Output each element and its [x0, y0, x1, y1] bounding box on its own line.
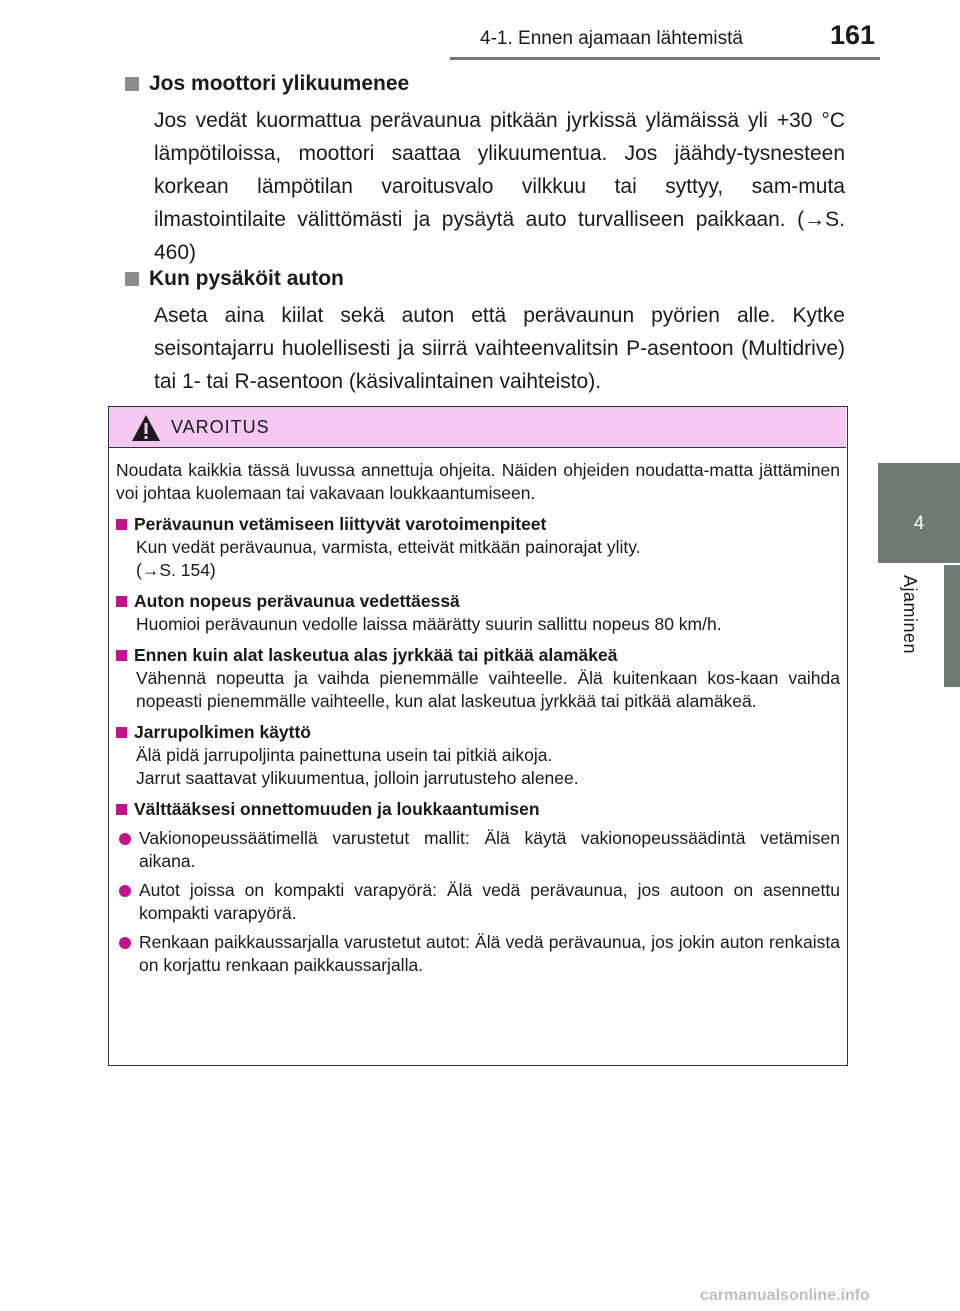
warning-item-heading-text: Välttääksesi onnettomuuden ja loukkaantumisen [134, 799, 540, 819]
section-heading [125, 267, 845, 291]
chapter-tab-bar [944, 565, 960, 687]
warning-item [116, 590, 840, 636]
section-body: Jos vedät kuormattua perävaunua pitkään jyrkissä ylämäissä yli +30 °C lämpötiloissa, moottori saattaa ylikuumentua. Jos jäähdy-tysnesteen korkean lämpötilan varoitusvalo vilkkuu tai syttyy, sam-muta ilmastointilaite välittömästi ja pysäytä auto turvalliseen paikkaan. (→S. 460) [154, 109, 845, 264]
header-rule [450, 57, 880, 60]
square-bullet-icon [116, 519, 127, 530]
warning-bullet [116, 827, 840, 873]
warning-item-heading [116, 644, 840, 667]
square-bullet-icon [125, 272, 139, 286]
warning-item-heading [116, 513, 840, 536]
warning-item-heading-text: Auton nopeus perävaunua vedettäessä [134, 591, 460, 611]
square-bullet-icon [116, 596, 127, 607]
chapter-tab [878, 463, 960, 563]
warning-item [116, 513, 840, 582]
round-bullet-icon [119, 885, 131, 897]
warning-item-text: (→S. 154) [136, 560, 216, 580]
warning-bullet [116, 931, 840, 977]
warning-triangle-icon [131, 414, 161, 442]
round-bullet-icon [119, 833, 131, 845]
chapter-label: Ajaminen [900, 575, 920, 655]
square-bullet-icon [116, 650, 127, 661]
warning-item-heading-text: Ennen kuin alat laskeutua alas jyrkkää tai pitkää alamäkeä [134, 645, 618, 665]
warning-header [109, 407, 846, 448]
warning-item-text: Huomioi perävaunun vedolle laissa määrätty suurin sallittu nopeus 80 km/h. [136, 614, 722, 634]
warning-item [116, 721, 840, 790]
chapter-number: 4 [913, 513, 925, 534]
warning-item-text: Jarrut saattavat ylikuumentua, jolloin jarrutusteho alenee. [136, 768, 579, 788]
section-heading-text: Kun pysäköit auton [149, 267, 344, 290]
warning-bullet-text: Renkaan paikkaussarjalla varustetut autot: Älä vedä perävaunua, jos jokin auton renkaista on korjattu renkaan paikkaussarjalla. [139, 932, 840, 975]
warning-item-heading [116, 590, 840, 613]
watermark: carmanualsonline.info [700, 1287, 870, 1304]
warning-content [116, 459, 840, 977]
warning-item-heading [116, 721, 840, 744]
warning-item-heading-text: Jarrupolkimen käyttö [134, 722, 311, 742]
warning-title: VAROITUS [171, 417, 270, 437]
section-heading-text: Jos moottori ylikuumenee [149, 72, 410, 95]
section-heading [125, 72, 845, 96]
warning-item-heading [116, 798, 840, 821]
square-bullet-icon [125, 77, 139, 91]
warning-item [116, 798, 840, 977]
section-body: Aseta aina kiilat sekä auton että perävaunun pyörien alle. Kytke seisontajarru huolellisesti ja siirrä vaihteenvalitsin P-asentoon (Multidrive) tai 1- tai R-asentoon (käsivalintainen vaihteisto). [154, 304, 845, 393]
square-bullet-icon [116, 727, 127, 738]
section-parking [125, 267, 845, 398]
page-number: 161 [830, 20, 876, 50]
round-bullet-icon [119, 937, 131, 949]
warning-bullet-text: Autot joissa on kompakti varapyörä: Älä vedä perävaunua, jos autoon on asennettu kompakti varapyörä. [139, 880, 840, 923]
warning-item-text: Vähennä nopeutta ja vaihda pienemmälle vaihteelle. Älä kuitenkaan kos-kaan vaihda nopeasti pienemmälle vaihteelle, kun alat laskeutua jyrkkää tai pitkää alamäkeä. [136, 668, 840, 711]
warning-intro: Noudata kaikkia tässä luvussa annettuja ohjeita. Näiden ohjeiden noudatta-matta jättäminen voi johtaa kuolemaan tai vakavaan loukkaantumiseen. [116, 460, 840, 503]
warning-bullet [116, 879, 840, 925]
section-overheat [125, 72, 845, 269]
warning-item-text: Kun vedät perävaunua, varmista, etteivät mitkään painorajat ylity. [136, 537, 641, 557]
warning-item-text: Älä pidä jarrupoljinta painettuna usein tai pitkiä aikoja. [136, 745, 553, 765]
square-bullet-icon [116, 804, 127, 815]
running-header-title: 4-1. Ennen ajamaan lähtemistä [480, 28, 743, 49]
warning-item-heading-text: Perävaunun vetämiseen liittyvät varotoimenpiteet [134, 514, 547, 534]
warning-item [116, 644, 840, 713]
page-header [0, 0, 960, 60]
warning-bullet-text: Vakionopeussäätimellä varustetut mallit: Älä käytä vakionopeussäädintä vetämisen aikana. [139, 828, 840, 871]
warning-box [108, 406, 848, 1066]
